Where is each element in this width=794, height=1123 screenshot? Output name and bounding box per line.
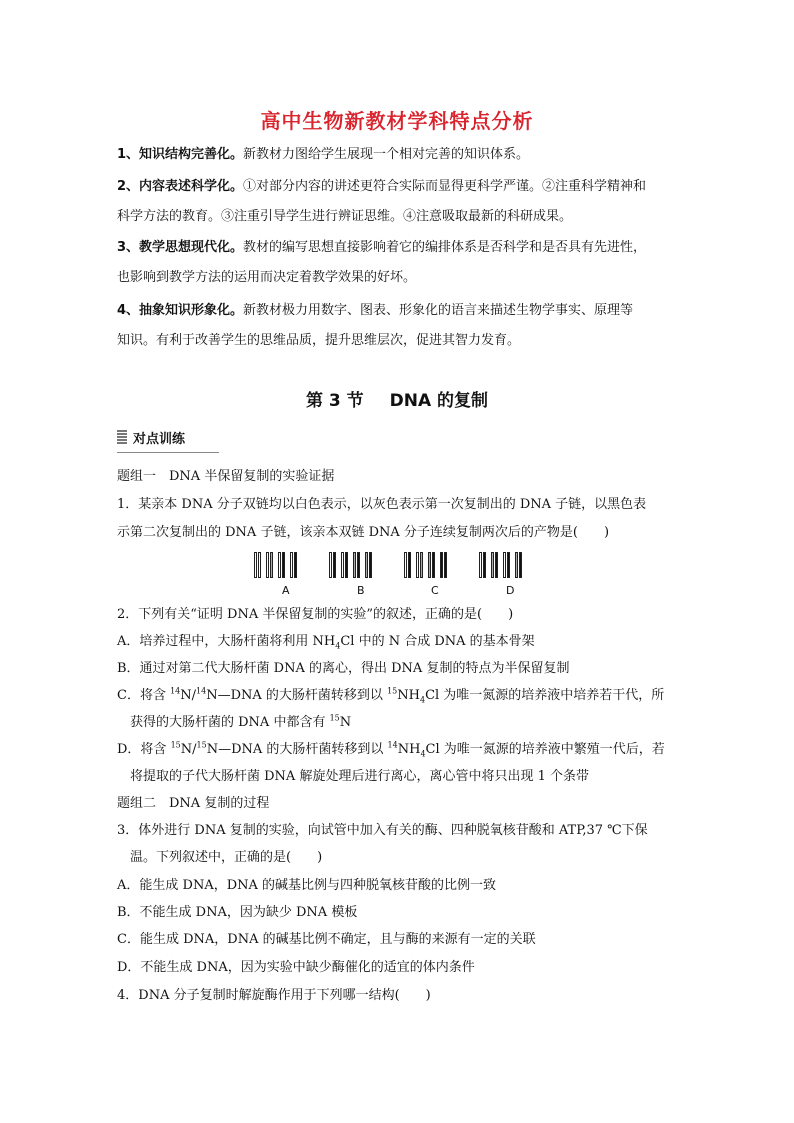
q4-stem: 4．DNA 分子复制时解旋酶作用于下列哪一结构( ) — [117, 988, 431, 1003]
q3-option-b: B．不能生成 DNA，因为缺少 DNA 模板 — [117, 905, 358, 920]
document-title: 高中生物新教材学科特点分析 — [260, 109, 534, 133]
subhead-practice: 对点训练 — [117, 428, 219, 453]
feature-4-head: 4、抽象知识形象化。 — [117, 303, 244, 318]
feature-2-head: 2、内容表述科学化。 — [117, 179, 244, 194]
q2-stem: 2．下列有关“证明 DNA 半保留复制的实验”的叙述，正确的是( ) — [117, 607, 514, 622]
feature-3 — [117, 241, 646, 254]
q3-option-c: C．能生成 DNA，DNA 的碱基比例不确定，且与酶的来源有一定的关联 — [117, 932, 536, 947]
q2-option-c-line-1: C．将含 $^{14}$N/$^{14}$N—DNA 的大肠杆菌转移到以 $^{15}NH_4Cl$ 为唯一氮源的培养液中培养若干代，所 — [117, 686, 665, 705]
q2-option-b: B．通过对第二代大肠杆菌 DNA 的离心，得出 DNA 复制的特点为半保留复制 — [117, 661, 570, 676]
q2-option-a: A．培养过程中，大肠杆菌将利用 $NH_4Cl$ 中的 N 合成 DNA 的基本骨架 — [117, 634, 535, 651]
q2-option-c-line-2: 获得的大肠杆菌的 DNA 中都含有 $^{15}$N — [130, 713, 352, 730]
feature-1-text: 新教材力图给学生展现一个相对完善的知识体系。 — [243, 147, 530, 162]
dna-label-d: D — [506, 584, 515, 597]
feature-1 — [117, 148, 529, 161]
feature-2-text-1: ①对部分内容的讲述更符合实际而显得更科学严谨。②注重科学精神和 — [243, 179, 647, 194]
q3-option-a: A．能生成 DNA，DNA 的碱基比例与四种脱氧核苷酸的比例一致 — [117, 878, 497, 893]
feature-4-text-1: 新教材极力用数字、图表、形象化的语言来描述生物学事实、原理等 — [243, 303, 634, 318]
dna-label-a: A — [282, 584, 290, 597]
q1-line-1: 1．某亲本 DNA 分子双链均以白色表示，以灰色表示第一次复制出的 DNA 子链，以黑色表 — [117, 497, 647, 512]
q3-line-2: 温。下列叙述中，正确的是( ) — [130, 850, 323, 865]
section-number: 第 3 节 — [305, 391, 364, 411]
feature-1-head: 1、知识结构完善化。 — [117, 147, 244, 162]
feature-3-text-2: 也影响到教学方法的运用而决定着教学效果的好坏。 — [117, 270, 417, 285]
group-1-title: 题组一 DNA 半保留复制的实验证据 — [117, 469, 335, 484]
dna-label-b: B — [357, 584, 365, 597]
feature-2-text-2: 科学方法的教育。③注重引导学生进行辨证思维。④注意吸取最新的科研成果。 — [117, 209, 573, 224]
feature-3-head: 3、教学思想现代化。 — [117, 240, 244, 255]
feature-2 — [117, 180, 646, 193]
feature-4 — [117, 304, 633, 317]
feature-3-text-1: 教材的编写思想直接影响着它的编排体系是否科学和是否具有先进性， — [243, 240, 647, 255]
group-2-title: 题组二 DNA 复制的过程 — [117, 796, 270, 811]
q3-line-1: 3．体外进行 DNA 复制的实验，向试管中加入有关的酶、四种脱氧核苷酸和 ATP,37 ℃下保 — [117, 823, 648, 838]
q1-line-2: 示第二次复制出的 DNA 子链，该亲本双链 DNA 分子连续复制两次后的产物是( ) — [117, 525, 610, 540]
q3-option-d: D．不能生成 DNA，因为实验中缺少酶催化的适宜的体内条件 — [117, 960, 475, 975]
q2-option-d-line-1: D．将含 $^{15}$N/$^{15}$N—DNA 的大肠杆菌转移到以 $^{14}NH_4Cl$ 为唯一氮源的培养液中繁殖一代后，若 — [117, 740, 665, 759]
dna-label-c: C — [431, 584, 439, 597]
q2-option-d-line-2: 将提取的子代大肠杆菌 DNA 解旋处理后进行离心，离心管中将只出现 1 个条带 — [130, 769, 589, 784]
feature-4-text-2: 知识。有利于改善学生的思维品质，提升思维层次，促进其智力发育。 — [117, 333, 521, 348]
section-name: DNA 的复制 — [389, 391, 489, 411]
section-title — [0, 386, 794, 411]
